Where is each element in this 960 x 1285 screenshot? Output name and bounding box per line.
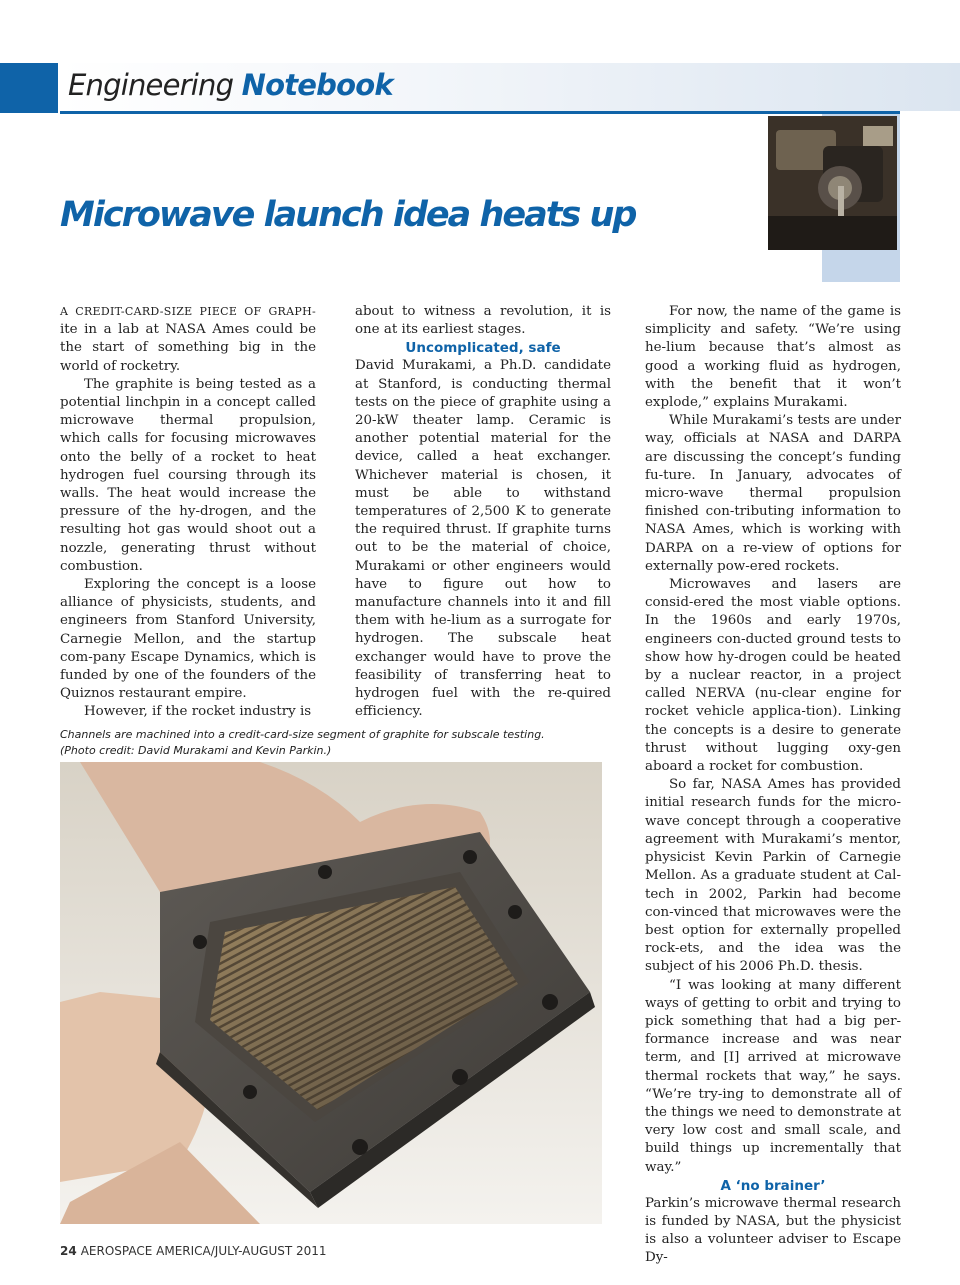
- paragraph: David Murakami, a Ph.D. candidate at Stanford, is conducting thermal tests on the piece of graphite using a 20-kW theater lamp. Ceramic is another potential material for the device, called a heat exchanger. Whichever material is chosen, it must be able to withstand temperatures of 2,500 K to generate the required thrust. If graphite turns out to be the material of choice, Murakami or other engineers would have to figure out how to manufacture channels into it and fill them with he-lium as a surrogate for hydrogen. The subscale heat exchanger would have to prove the feasibility of transferring heat to hydrogen fuel with the re-quired efficiency.: [355, 358, 611, 720]
- caption-line-1: Channels are machined into a credit-card-size segment of graphite for subscale testing.: [60, 728, 545, 741]
- lead-small-caps: A CREDIT-CARD-SIZE PIECE OF GRAPH-: [60, 305, 316, 318]
- paragraph: Microwaves and lasers are consid-ered the most viable options. In the 1960s and early 1970s, engineers con-ducted ground tests to show how hy-drogen could be heated by a nuclear reactor, in a project called NERVA (nu-clear engine for rocket vehicle applica-tion). Linking the concepts is a desire to generate thrust without lugging oxy-gen aboard a rocket for combustion.: [645, 577, 901, 775]
- page-number: 24: [60, 1244, 77, 1258]
- caption-line-2: (Photo credit: David Murakami and Kevin Parkin.): [60, 744, 332, 757]
- header-color-block: [0, 63, 58, 113]
- paragraph: Parkin’s microwave thermal research is funded by NASA, but the physicist is also a volunteer adviser to Escape Dy-: [645, 1195, 901, 1266]
- section-title-bold: Notebook: [241, 68, 393, 102]
- paragraph: For now, the name of the game is simplicity and safety. “We’re using he-lium because that’s almost as good a working fluid as hydrogen, with the benefit that it won’t explode,” explains Murakami.: [645, 304, 901, 411]
- column-2: [355, 303, 611, 721]
- paragraph: Exploring the concept is a loose alliance of physicists, students, and engineers from Stanford University, Carnegie Mellon, and the startup com-pany Escape Dynamics, which is funded by one of the founders of the Quiznos restaurant empire.: [60, 577, 316, 702]
- paragraph: about to witness a revolution, it is one at its earliest stages.: [355, 304, 611, 338]
- publication-name: AEROSPACE AMERICA/JULY-AUGUST 2011: [80, 1244, 327, 1258]
- lead-rest: ite in a lab at NASA Ames could be the start of something big in the world of rocketry.: [60, 322, 316, 374]
- graphite-photo: [60, 762, 602, 1224]
- headline: Microwave launch idea heats up: [60, 195, 636, 235]
- paragraph: The graphite is being tested as a potential linchpin in a concept called microwave thermal propulsion, which calls for focusing microwaves onto the belly of a rocket to heat hydrogen fuel coursing through its walls. The heat would increase the pressure of the hy-drogen, and the resulting hot gas would shoot out a nozzle, generating thrust without combustion.: [60, 376, 316, 574]
- photo-caption: [60, 727, 620, 759]
- column-1: [60, 303, 316, 722]
- paragraph: However, if the rocket industry is: [84, 704, 312, 720]
- section-title: [68, 68, 393, 102]
- column-3: [645, 303, 901, 1268]
- section-title-light: Engineering: [68, 68, 234, 102]
- subheading: A ‘no brainer’: [720, 1177, 826, 1194]
- lab-equipment-thumbnail: [768, 116, 897, 250]
- paragraph: While Murakami’s tests are under way, officials at NASA and DARPA are discussing the concept’s funding fu-ture. In January, advocates of micro-wave thermal propulsion finished con-tributing information to NASA Ames, which is working with DARPA on a re-view of options for externally pow-ered rockets.: [645, 413, 901, 574]
- paragraph: [60, 303, 316, 376]
- paragraph: “I was looking at many different ways of getting to orbit and trying to pick something that had a big per-formance increase and was near term, and [I] arrived at microwave thermal rockets that way,” he says. “We’re try-ing to demonstrate all of the things we need to demonstrate at very low cost and small scale, and build things up incrementally that way.”: [645, 977, 901, 1175]
- subheading: Uncomplicated, safe: [405, 340, 561, 357]
- paragraph: So far, NASA Ames has provided initial research funds for the micro-wave concept through a cooperative agreement with Murakami’s mentor, physicist Kevin Parkin of Carnegie Mellon. As a graduate student at Cal-tech in 2002, Parkin had become con-vinced that microwaves were the best option for externally propelled rock-ets, and the idea was the subject of his 2006 Ph.D. thesis.: [645, 777, 901, 975]
- header-rule: [60, 111, 900, 114]
- page-footer: [60, 1244, 327, 1258]
